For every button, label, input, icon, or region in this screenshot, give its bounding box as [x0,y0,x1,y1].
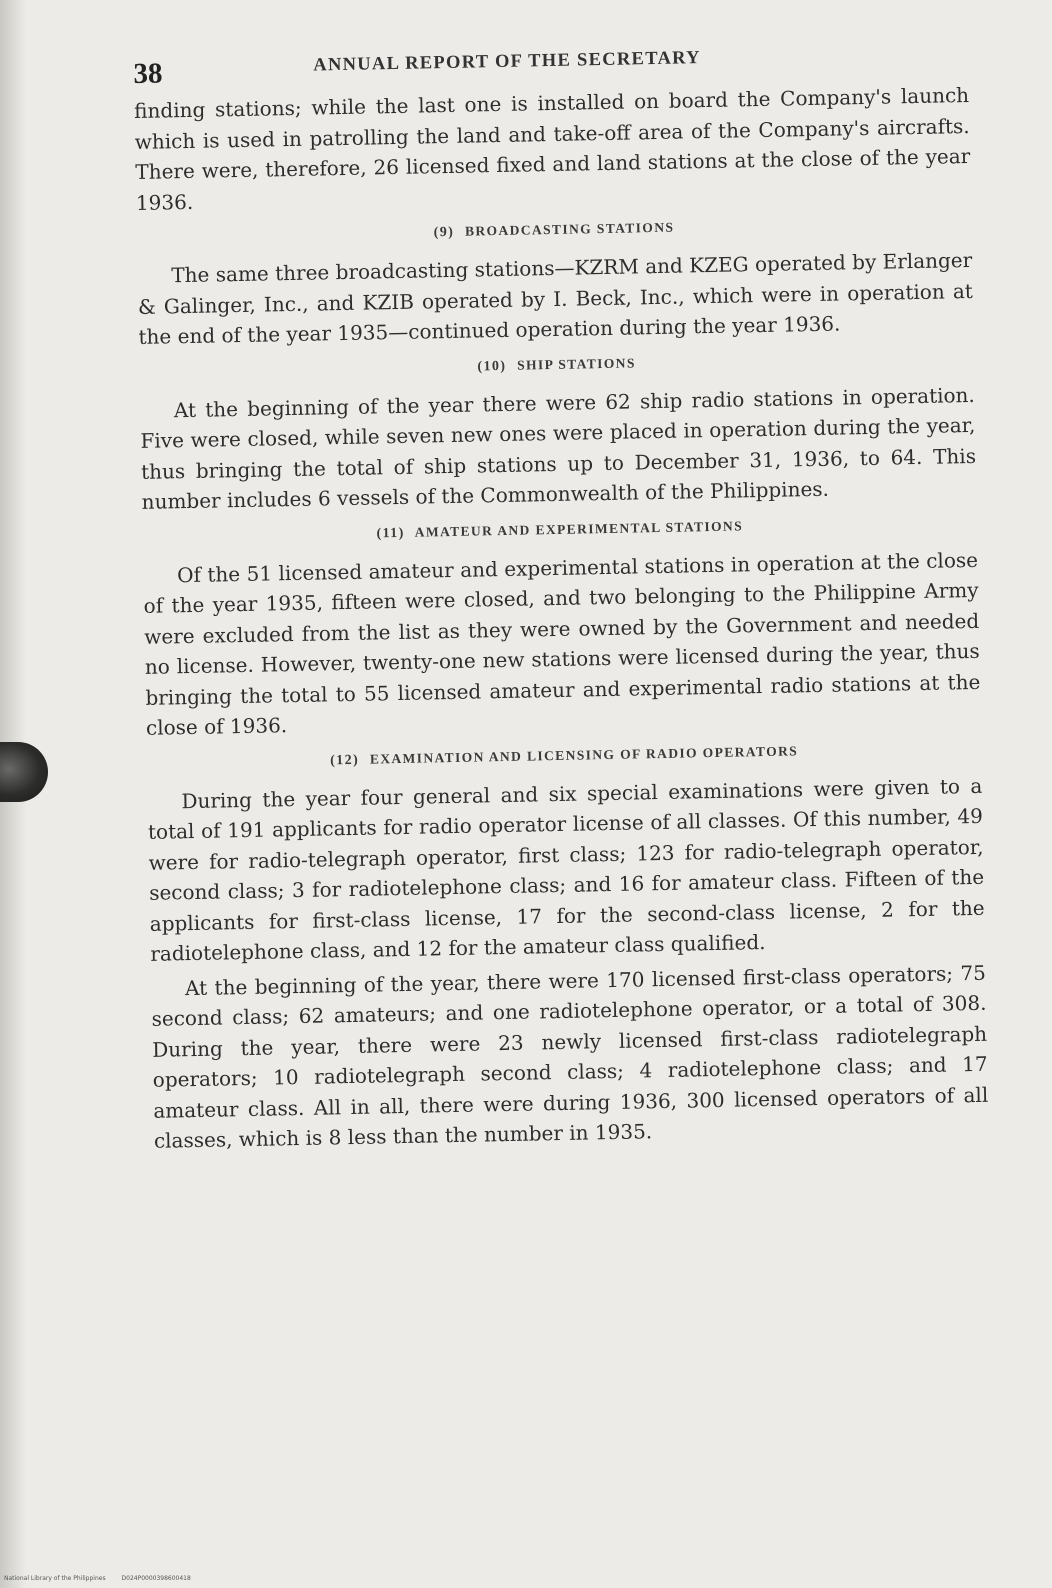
paragraph-examination-1: During the year four general and six special examinations were given to a total of 191 applicants for radio operator license of all classes. Of this number, 49 were for radio-telegraph operator, first class; 123 for radio-telegraph operator, second class; 3 for radiotelephone class; and 16 for amateur class. Fifteen of the applicants for first-class license, 17 for the second-class license, 2 for the radiotelephone class, and 12 for the amateur class qualified. [147,773,985,966]
section-title: SHIP STATIONS [517,354,636,373]
paragraph-examination-2: At the beginning of the year, there were 170 licensed first-class operators; 75 second class; 62 amateurs; and one radiotelephone operator, or a total of 308. During the year, there were 23 newly licensed first-class radiotelegraph operators; 10 radiotelegraph second class; 4 radiotelephone class; and 17 amateur class. All in all, there were during 1936, 300 licensed operators of all classes, which is 8 less than the number in 1935. [151,960,989,1153]
section-heading-broadcasting [136,214,971,247]
section-title: AMATEUR AND EXPERIMENTAL STATIONS [414,517,744,540]
section-heading-ship [139,348,974,381]
paragraph-ship: At the beginning of the year there were 62 ship radio stations in operation. Five were closed, while seven new ones were placed in operation during the year, thus bringing the total of ship stations up to December 31, 1936, to 64. This number includes 6 vessels of the Commonwealth of the Philippines. [140,382,977,514]
running-head-title: ANNUAL REPORT OF THE SECRETARY [313,48,701,76]
paragraph-broadcasting: The same three broadcasting stations—KZRM and KZEG operated by Erlanger & Galinger, Inc., and KZIB operated by I. Beck, Inc., which were in operation at the end of the year 1935—continued operation during the year 1936. [137,247,974,349]
section-number: (12) [330,752,360,768]
section-number: (10) [477,358,507,374]
page-number: 38 [133,57,163,90]
section-number: (11) [376,525,405,541]
section-number: (9) [433,224,455,241]
section-title: EXAMINATION AND LICENSING OF RADIO OPERATORS [369,742,799,767]
section-heading-examination [147,739,982,772]
binding-hole-mark [0,742,48,802]
footer-id: D024P0000398600418 [121,1575,191,1582]
paragraph-amateur: Of the 51 licensed amateur and experimental stations in operation at the close of the year 1935, fifteen were closed, and two belonging to the Philippine Army were excluded from the list as they were owned by the Government and needed no license. However, twenty-one new stations were licensed during the year, thus bringing the total to 55 licensed amateur and experimental radio stations at the close of 1936. [143,547,981,740]
section-title: BROADCASTING STATIONS [464,219,675,239]
page-content [133,34,989,1156]
footer-library: National Library of the Philippines [4,1575,106,1582]
scan-footer [4,1575,205,1582]
paragraph-intro: finding stations; while the last one is installed on board the Company's launch which is used in patrolling the land and take-off area of the Company's aircrafts. There were, therefore, 26 licensed fixed and land stations at the close of the year 1936. [133,82,971,215]
section-heading-amateur [142,513,977,546]
